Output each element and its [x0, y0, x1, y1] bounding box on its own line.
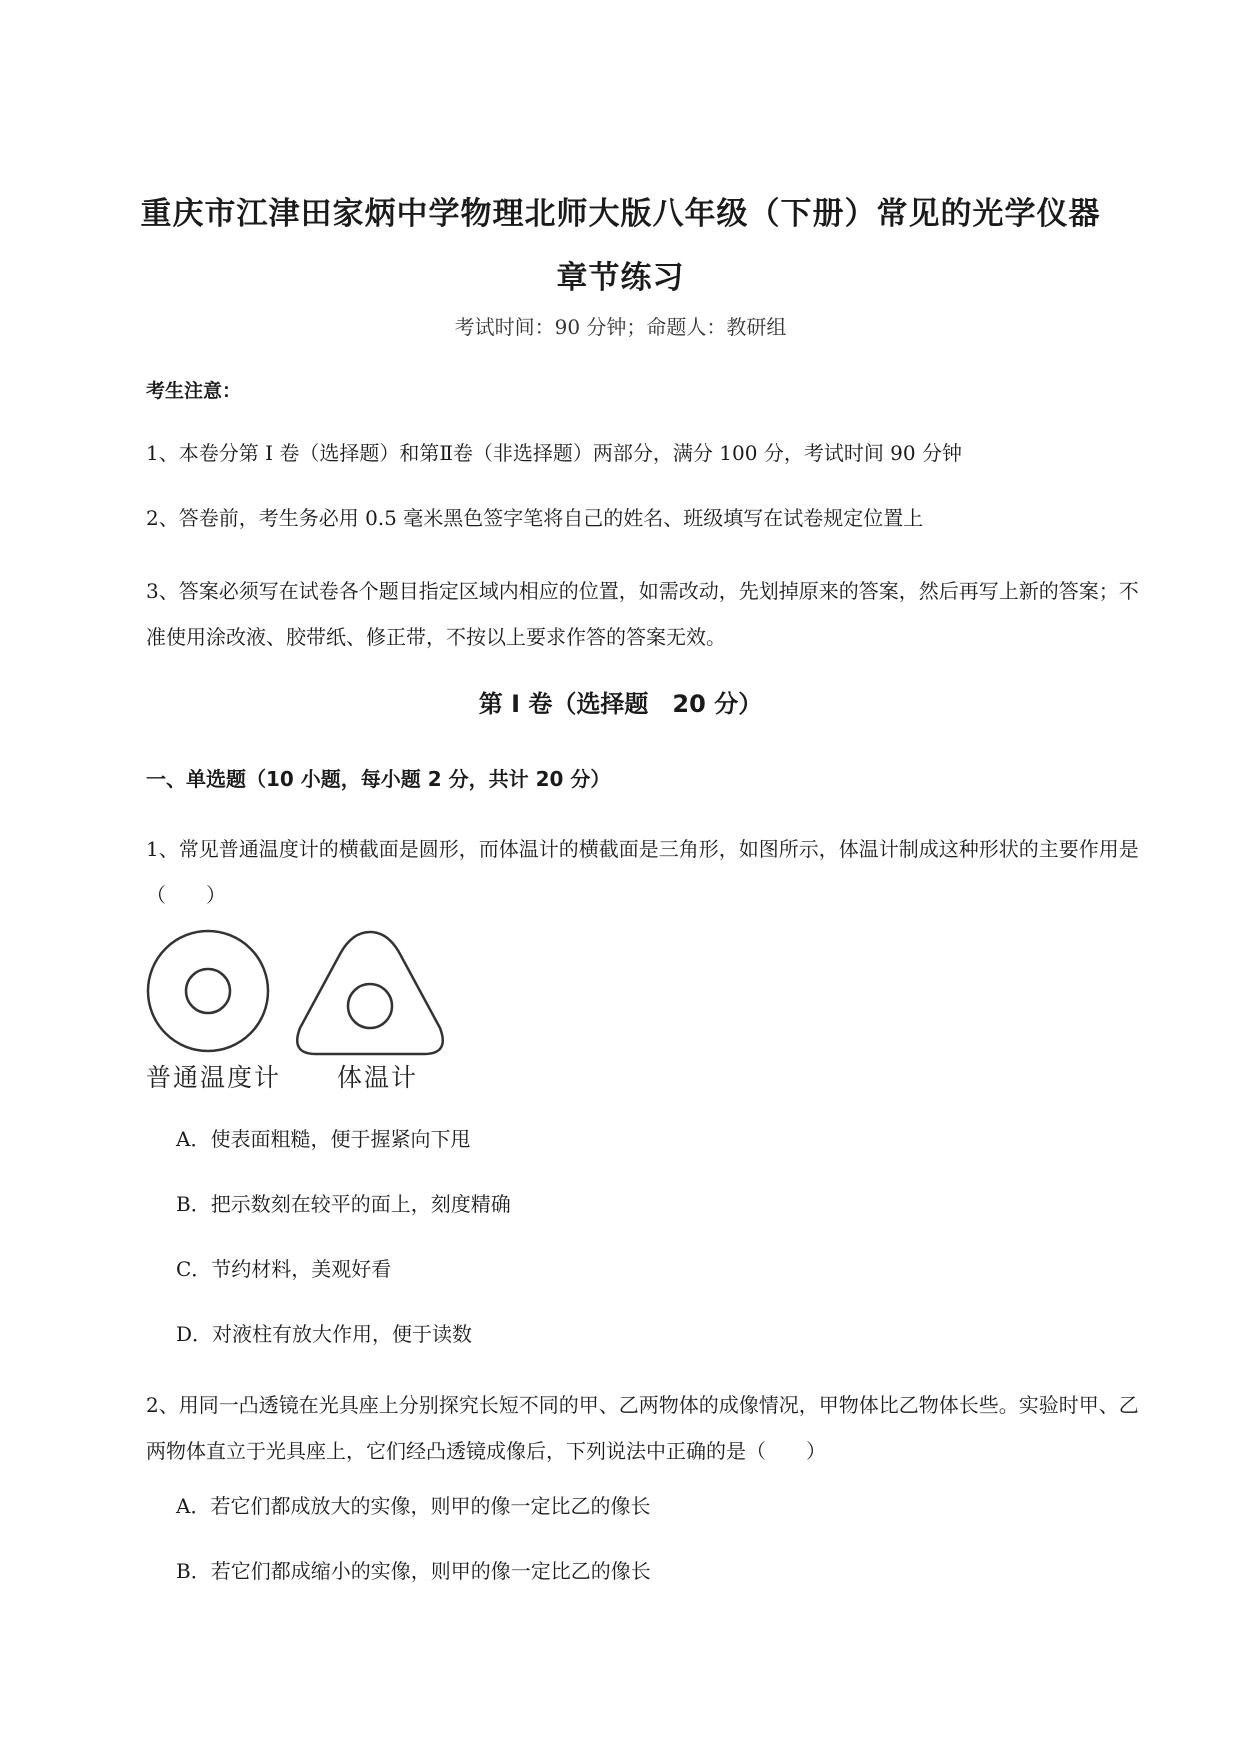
document-title-line2: 章节练习: [556, 260, 685, 296]
part-heading: 一、单选题（10 小题，每小题 2 分，共计 20 分）: [146, 767, 611, 791]
ordinary-thermometer-inner-circle: [186, 969, 230, 1013]
question-1-option-a: A．使表面粗糙，便于握紧向下甩: [176, 1127, 471, 1151]
ordinary-thermometer-outer-circle: [148, 931, 268, 1051]
figure-label-ordinary-thermometer: 普通温度计: [146, 1063, 282, 1092]
notice-1: 1、本卷分第 I 卷（选择题）和第Ⅱ卷（非选择题）两部分，满分 100 分，考试时间 90 分钟: [146, 441, 962, 465]
notice-heading: 考生注意：: [146, 380, 242, 402]
exam-meta: 考试时间：90 分钟；命题人：教研组: [454, 315, 787, 339]
question-1-stem: 1、常见普通温度计的横截面是圆形，而体温计的横截面是三角形，如图所示，体温计制成这种形状的主要作用是（ ）: [146, 837, 1139, 907]
question-2-stem: 2、用同一凸透镜在光具座上分别探究长短不同的甲、乙两物体的成像情况，甲物体比乙物体长些。实验时甲、乙两物体直立于光具座上，它们经凸透镜成像后，下列说法中正确的是（ ）: [146, 1393, 1139, 1463]
question-2-option-b: B．若它们都成缩小的实像，则甲的像一定比乙的像长: [176, 1559, 651, 1583]
question-2-option-a: A．若它们都成放大的实像，则甲的像一定比乙的像长: [176, 1494, 651, 1518]
question-1-option-d: D．对液柱有放大作用，便于读数: [176, 1322, 473, 1346]
notice-2: 2、答卷前，考生务必用 0.5 毫米黑色签字笔将自己的姓名、班级填写在试卷规定位置上: [146, 506, 924, 530]
question-1-option-b: B．把示数刻在较平的面上，刻度精确: [176, 1192, 511, 1216]
notice-3: 3、答案必须写在试卷各个题目指定区域内相应的位置，如需改动，先划掉原来的答案，然后再写上新的答案；不准使用涂改液、胶带纸、修正带，不按以上要求作答的答案无效。: [146, 579, 1139, 649]
section-title: 第 I 卷（选择题 20 分）: [478, 690, 763, 718]
document-title-line1: 重庆市江津田家炳中学物理北师大版八年级（下册）常见的光学仪器: [140, 196, 1101, 232]
question-1-option-c: C．节约材料，美观好看: [176, 1257, 392, 1281]
figure-label-clinical-thermometer: 体温计: [337, 1063, 419, 1092]
clinical-thermometer-outline: [297, 932, 443, 1054]
clinical-thermometer-inner-circle: [348, 984, 392, 1028]
